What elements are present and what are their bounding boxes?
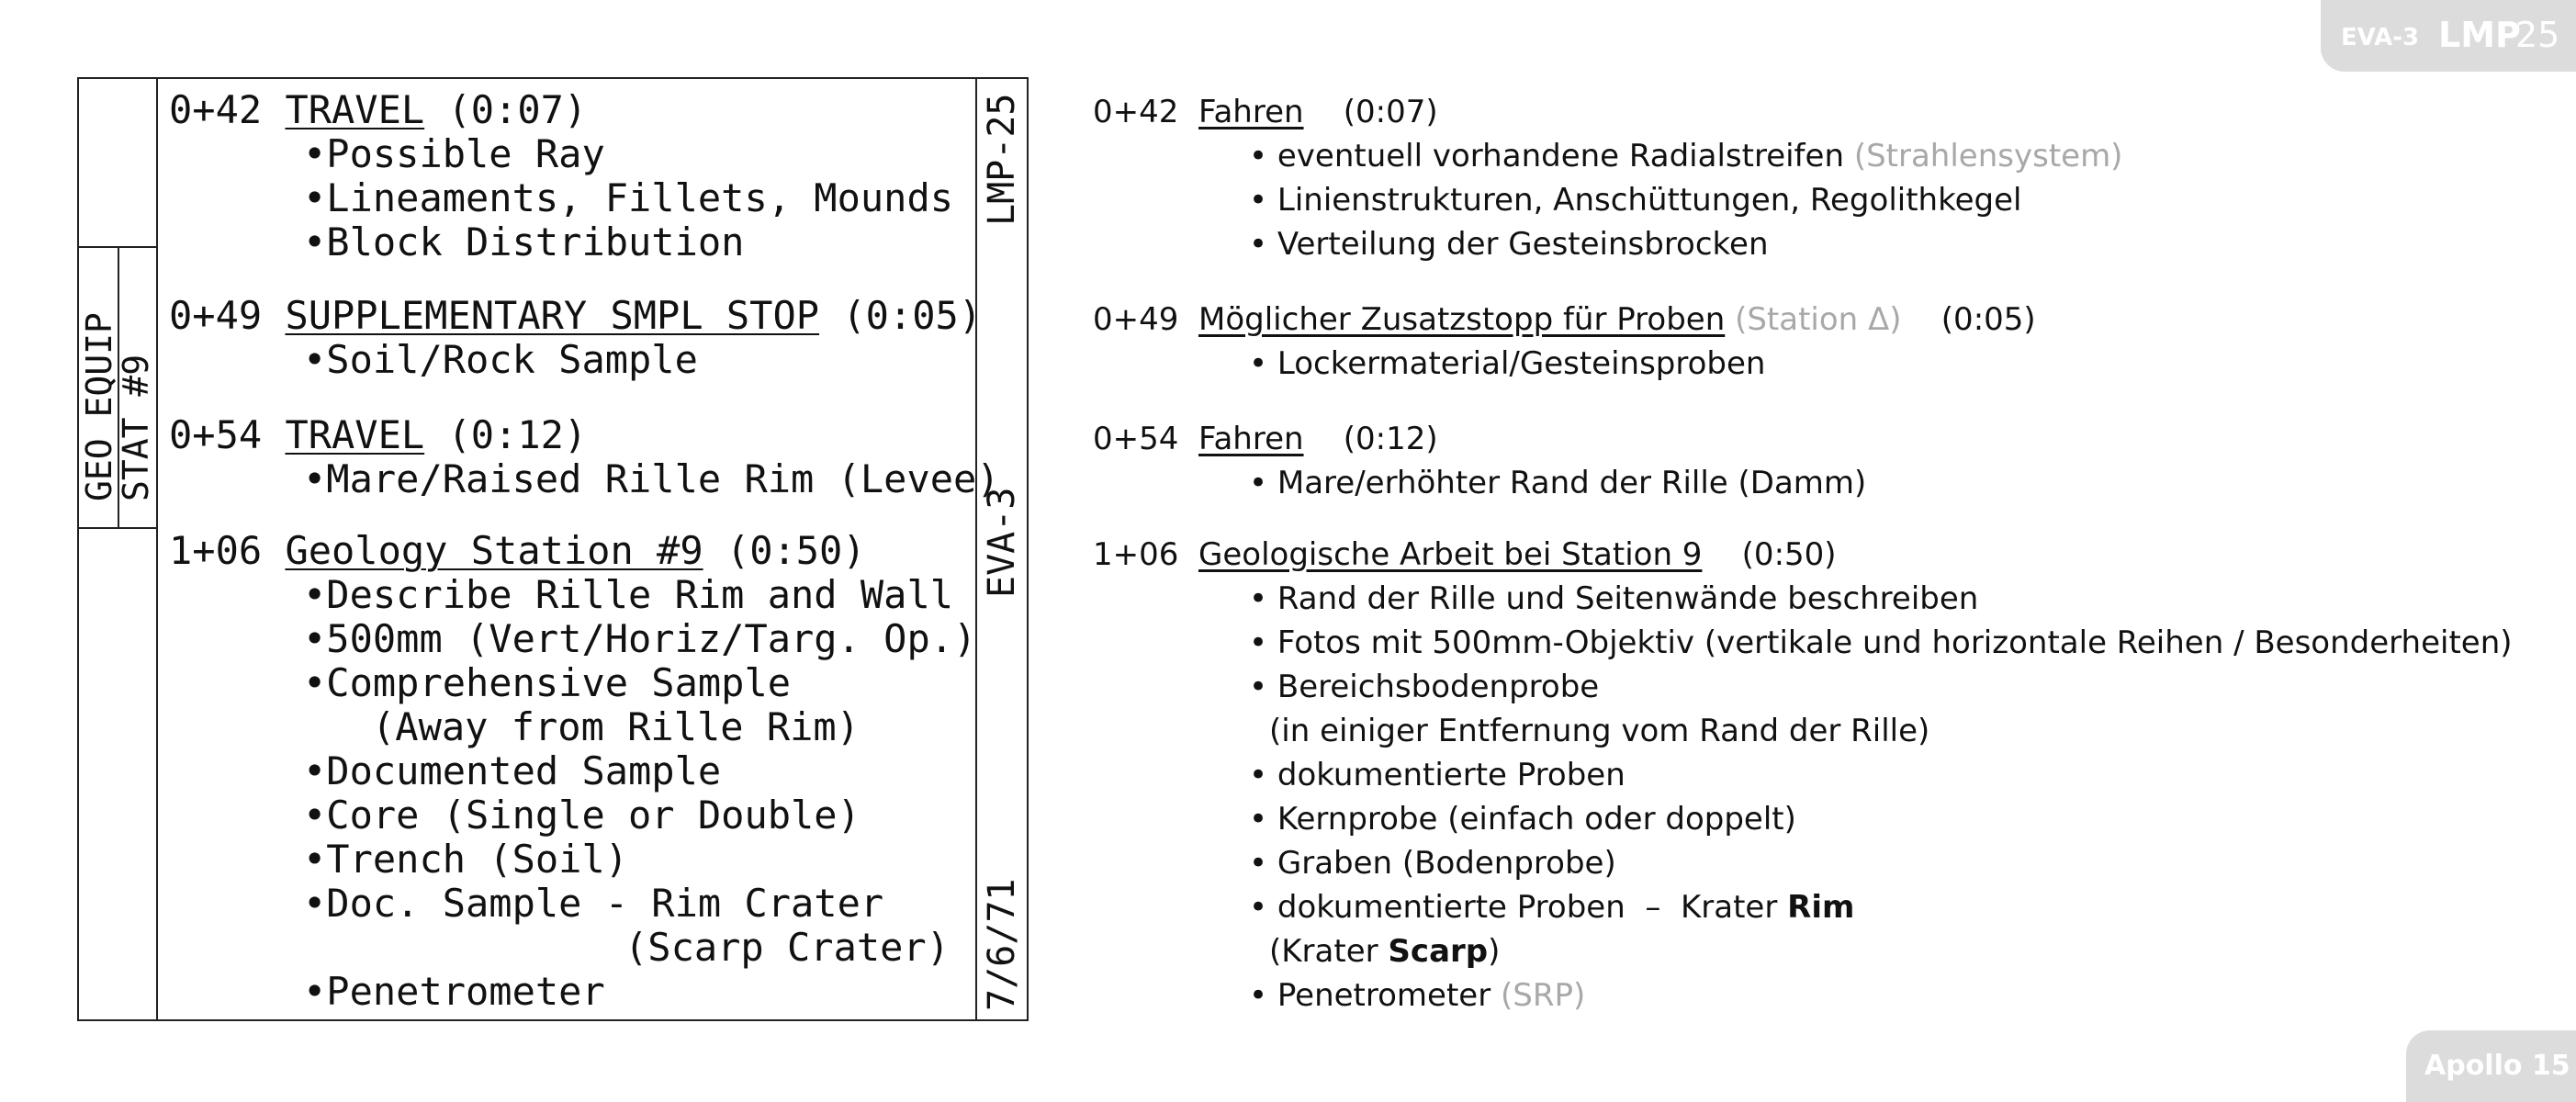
geo-equip-label: GEO EQUIP bbox=[79, 312, 119, 501]
translation-bullet: • eventuell vorhandene Radialstreifen (Strahlensystem) bbox=[1249, 138, 2123, 174]
translation-bullet: • Mare/erhöhter Rand der Rille (Damm) bbox=[1249, 465, 1867, 501]
card-line-station-9 bbox=[169, 529, 866, 573]
time-stamp: 1+06 bbox=[1093, 536, 1179, 573]
translation-heading-2 bbox=[1093, 301, 2036, 338]
card-bullet: •Doc. Sample - Rim Crater bbox=[303, 881, 884, 926]
translation-bullet: • Linienstrukturen, Anschüttungen, Regolithkegel bbox=[1249, 182, 2022, 219]
page-number: 25 bbox=[2515, 15, 2560, 55]
translation-heading-3 bbox=[1093, 421, 1438, 457]
card-bullet: •Trench (Soil) bbox=[303, 837, 629, 882]
lmp-label: LMP bbox=[2438, 15, 2521, 55]
step-title: Fahren bbox=[1198, 421, 1304, 457]
translation-bullet: • Kernprobe (einfach oder doppelt) bbox=[1249, 801, 1796, 838]
card-id-label: LMP-25 bbox=[981, 93, 1023, 226]
side-rule-bottom bbox=[79, 527, 156, 529]
card-bullet: •Describe Rille Rim and Wall bbox=[303, 572, 954, 617]
card-bullet: •Possible Ray bbox=[303, 131, 605, 176]
translation-bullet: • dokumentierte Proben – Krater Rim bbox=[1249, 889, 1855, 926]
step-title: TRAVEL bbox=[285, 87, 425, 132]
time-stamp: 0+54 bbox=[1093, 421, 1179, 457]
card-bullet: •Soil/Rock Sample bbox=[303, 337, 698, 382]
note-text: (Station Δ) bbox=[1735, 301, 1902, 338]
time-stamp: 0+49 bbox=[1093, 301, 1179, 338]
card-bullet: •500mm (Vert/Horiz/Targ. Op.) bbox=[303, 616, 977, 661]
translation-heading-1 bbox=[1093, 94, 1438, 130]
step-title: Geologische Arbeit bei Station 9 bbox=[1198, 536, 1703, 573]
station-label: STAT #9 bbox=[116, 354, 156, 501]
bold-term: Scarp bbox=[1388, 933, 1489, 970]
time-stamp: 0+54 bbox=[169, 412, 263, 457]
card-line-travel-1 bbox=[169, 88, 587, 132]
translation-bullet: • Verteilung der Gesteinsbrocken bbox=[1249, 226, 1769, 263]
translation-bullet: • Lockermaterial/Gesteinsproben bbox=[1249, 345, 1766, 382]
eva-side-label: EVA-3 bbox=[981, 487, 1023, 598]
translation-continuation: (Krater Scarp) bbox=[1269, 933, 1501, 970]
time-stamp: 0+42 bbox=[1093, 94, 1179, 130]
date-label: 7/6/71 bbox=[981, 878, 1023, 1011]
card-bullet: •Core (Single or Double) bbox=[303, 793, 861, 838]
note-text: (Strahlensystem) bbox=[1853, 138, 2123, 174]
translation-bullet: • Penetrometer (SRP) bbox=[1249, 977, 1586, 1014]
bold-term: Rim bbox=[1787, 889, 1855, 926]
step-title: SUPPLEMENTARY SMPL STOP bbox=[285, 293, 820, 338]
time-stamp: 1+06 bbox=[169, 528, 263, 573]
card-continuation: (Scarp Crater) bbox=[624, 925, 951, 970]
note-text: (SRP) bbox=[1501, 977, 1586, 1014]
step-duration: (0:07) bbox=[447, 87, 588, 132]
page-header-tab bbox=[2321, 0, 2576, 72]
page-footer-tab bbox=[2406, 1030, 2576, 1102]
step-duration: (0:05) bbox=[1940, 301, 2036, 338]
step-duration: (0:50) bbox=[1741, 536, 1837, 573]
card-bullet: •Documented Sample bbox=[303, 748, 722, 793]
step-title: Fahren bbox=[1198, 94, 1304, 130]
translation-continuation: (in einiger Entfernung vom Rand der Rille) bbox=[1269, 713, 1930, 749]
card-bullet: •Penetrometer bbox=[303, 969, 605, 1014]
translation-bullet: • dokumentierte Proben bbox=[1249, 757, 1625, 793]
time-stamp: 0+42 bbox=[169, 87, 263, 132]
step-duration: (0:50) bbox=[726, 528, 866, 573]
translation-bullet: • Graben (Bodenprobe) bbox=[1249, 845, 1616, 882]
card-continuation: (Away from Rille Rim) bbox=[372, 704, 861, 749]
step-duration: (0:12) bbox=[447, 412, 588, 457]
translation-bullet: • Bereichsbodenprobe bbox=[1249, 669, 1600, 705]
translation-bullet: • Fotos mit 500mm-Objektiv (vertikale und horizontale Reihen / Besonderheiten) bbox=[1249, 624, 2513, 661]
card-line-supp-stop bbox=[169, 294, 982, 338]
time-stamp: 0+49 bbox=[169, 293, 263, 338]
step-duration: (0:12) bbox=[1343, 421, 1438, 457]
mission-label: Apollo 15 bbox=[2424, 1050, 2570, 1082]
step-title: TRAVEL bbox=[285, 412, 425, 457]
translation-heading-4 bbox=[1093, 536, 1837, 573]
card-bullet: •Block Distribution bbox=[303, 219, 745, 264]
step-duration: (0:05) bbox=[842, 293, 983, 338]
card-bullet: •Mare/Raised Rille Rim (Levee) bbox=[303, 456, 1000, 501]
translation-bullet: • Rand der Rille und Seitenwände beschreiben bbox=[1249, 580, 1979, 617]
card-divider-left bbox=[156, 79, 158, 1019]
step-title: Möglicher Zusatzstopp für Proben bbox=[1198, 301, 1726, 338]
card-line-travel-2 bbox=[169, 413, 587, 457]
step-title: Geology Station #9 bbox=[285, 528, 703, 573]
card-bullet: •Comprehensive Sample bbox=[303, 660, 792, 705]
eva-label: EVA-3 bbox=[2341, 24, 2420, 51]
card-divider-right bbox=[975, 79, 977, 1019]
card-bullet: •Lineaments, Fillets, Mounds bbox=[303, 175, 954, 220]
step-duration: (0:07) bbox=[1343, 94, 1438, 130]
